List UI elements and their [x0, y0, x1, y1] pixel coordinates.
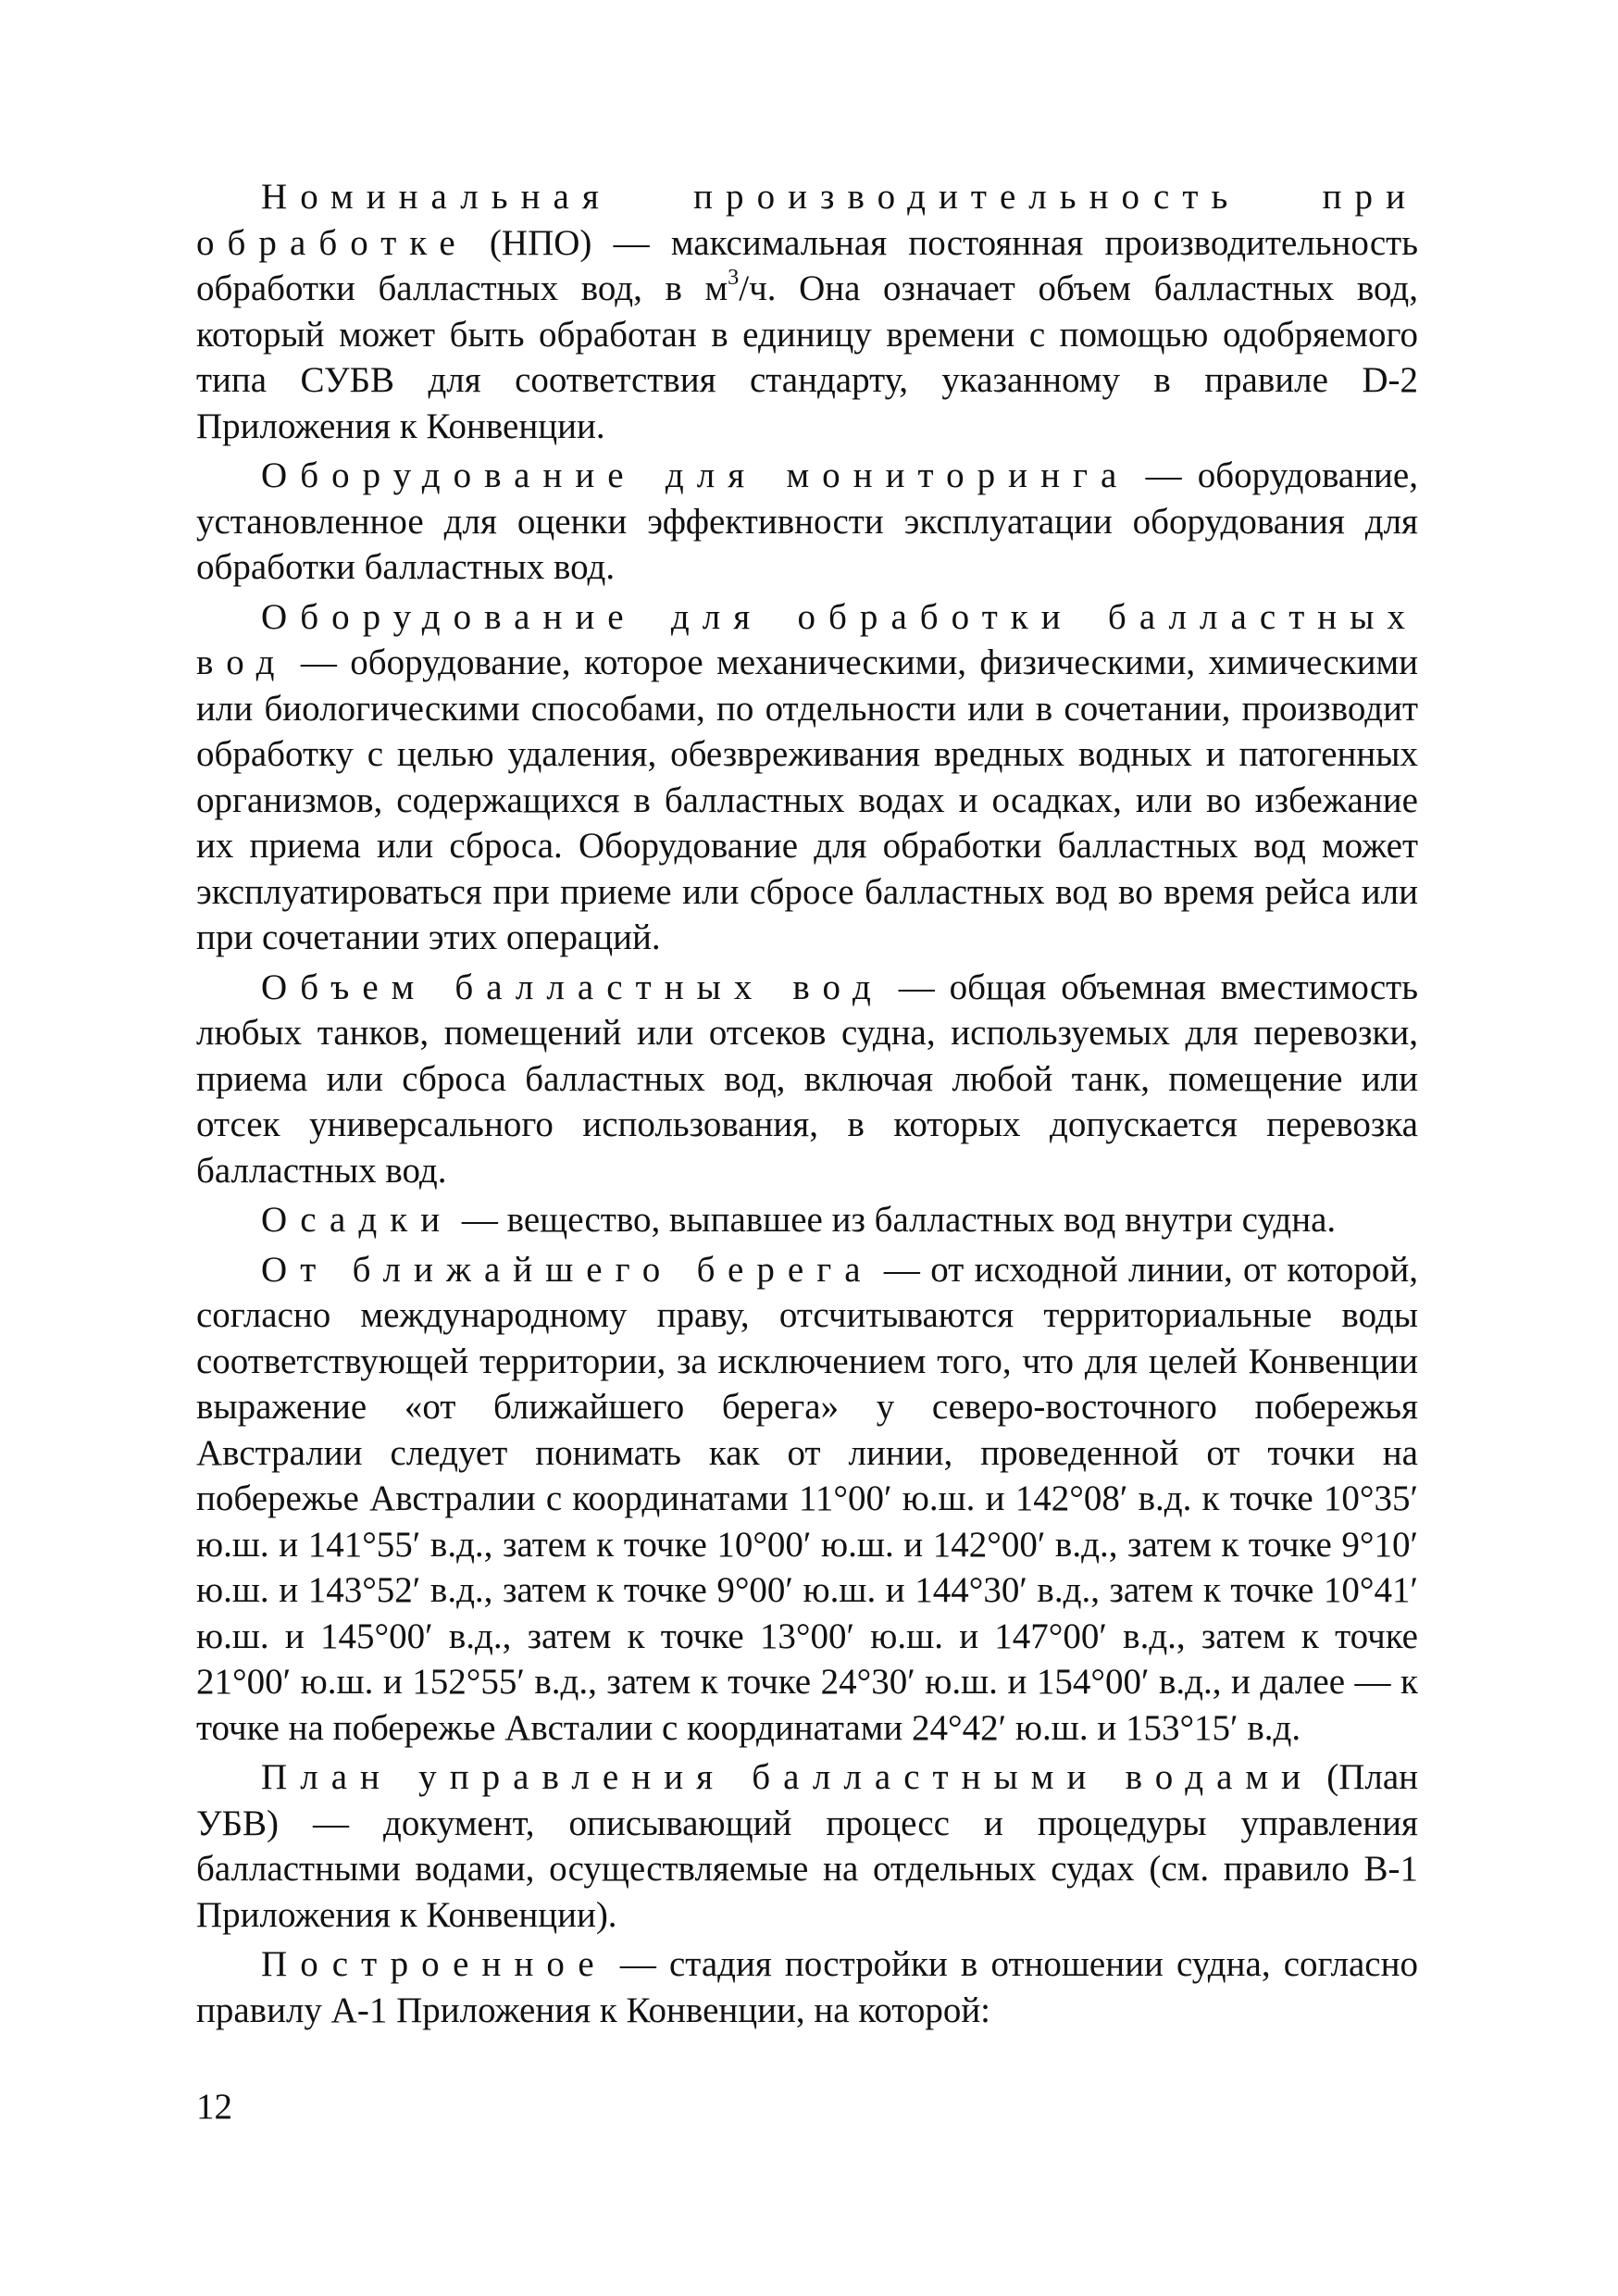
definition-text: (План УБВ) — документ, описывающий процесс и процедуры управления балластными водами, осуществляемые на отдельных судах (см. правило В-1 Приложения к Конвенции).	[196, 1757, 1418, 1935]
definition-term: Оборудование для мониторинга	[261, 455, 1130, 495]
definition-ballast-volume	[196, 965, 1418, 1194]
definition-treatment-equipment	[196, 594, 1418, 961]
definition-term: Осадки	[261, 1200, 454, 1240]
page-number: 12	[196, 2087, 232, 2127]
definition-term: План управления балластными водами	[261, 1757, 1314, 1797]
definition-nearest-land	[196, 1247, 1418, 1752]
definition-text: — общая объемная вместимость любых танков, помещений или отсеков судна, используемых для перевозки, приема или сброса балластных вод, включая любой танк, помещение или отсек универсального использования, в которых допускается перевозка балластных вод.	[196, 967, 1418, 1191]
definition-term: Номинальная производительность при обработке	[196, 177, 1418, 263]
definition-text: — вещество, выпавшее из балластных вод внутри судна.	[453, 1200, 1337, 1240]
definition-text: — оборудование, установленное для оценки эффективности эксплуатации оборудования для обработки балластных вод.	[196, 455, 1418, 587]
definition-text: — стадия постройки в отношении судна, согласно правилу А-1 Приложения к Конвенции, на которой:	[196, 1944, 1418, 2030]
definition-rated-capacity	[196, 174, 1418, 449]
definition-text: (НПО) — максимальная постоянная производительность обработки балластных вод, в м	[196, 222, 1418, 308]
definition-constructed	[196, 1941, 1418, 2033]
definition-term: Оборудование для обработки балластных вод	[196, 596, 1418, 682]
definition-term: Объем балластных вод	[261, 967, 884, 1007]
definition-text: — от исходной линии, от которой, согласно международному праву, отсчитываются территориальные воды соответствующей территории, за исключением того, что для целей Конвенции выражение «от ближайшего берега» у северо-восточного побережья Австралии следует понимать как от линии, проведенной от точки на побережье Австралии с координатами 11°00′ ю.ш. и 142°08′ в.д. к точке 10°35′ ю.ш. и 141°55′ в.д., затем к точке 10°00′ ю.ш. и 142°00′ в.д., затем к точке 9°10′ ю.ш. и 143°52′ в.д., затем к точке 9°00′ ю.ш. и 144°30′ в.д., затем к точке 10°41′ ю.ш. и 145°00′ в.д., затем к точке 13°00′ ю.ш. и 147°00′ в.д., затем к точке 21°00′ ю.ш. и 152°55′ в.д., затем к точке 24°30′ ю.ш. и 154°00′ в.д., и далее — к точке на побережье Австалии с координатами 24°42′ ю.ш. и 153°15′ в.д.	[196, 1249, 1418, 1748]
page-body	[196, 174, 1418, 2037]
definition-sediments	[196, 1197, 1418, 1243]
definition-text: — оборудование, которое механическими, физическими, химическими или биологическими способами, по отдельности или в сочетании, производит обработку с целью удаления, обезвреживания вредных водных и патогенных организмов, содержащихся в балластных водах и осадках, или во избежание их приема или сброса. Оборудование для обработки балластных вод может эксплуатироваться при приеме или сбросе балластных вод во время рейса или при сочетании этих операций.	[196, 643, 1418, 957]
definition-term: От ближайшего берега	[261, 1249, 874, 1290]
unit-exponent: 3	[728, 265, 740, 291]
definition-term: Построенное	[261, 1944, 607, 1984]
definition-monitoring-equipment	[196, 453, 1418, 591]
definition-text-continued: /ч. Она означает объем балластных вод, который может быть обработан в единицу времени с помощью одобряемого типа СУБВ для соответствия стандарту, указанному в правиле D-2 Приложения к Конвенции.	[196, 268, 1418, 446]
definition-management-plan	[196, 1754, 1418, 1938]
